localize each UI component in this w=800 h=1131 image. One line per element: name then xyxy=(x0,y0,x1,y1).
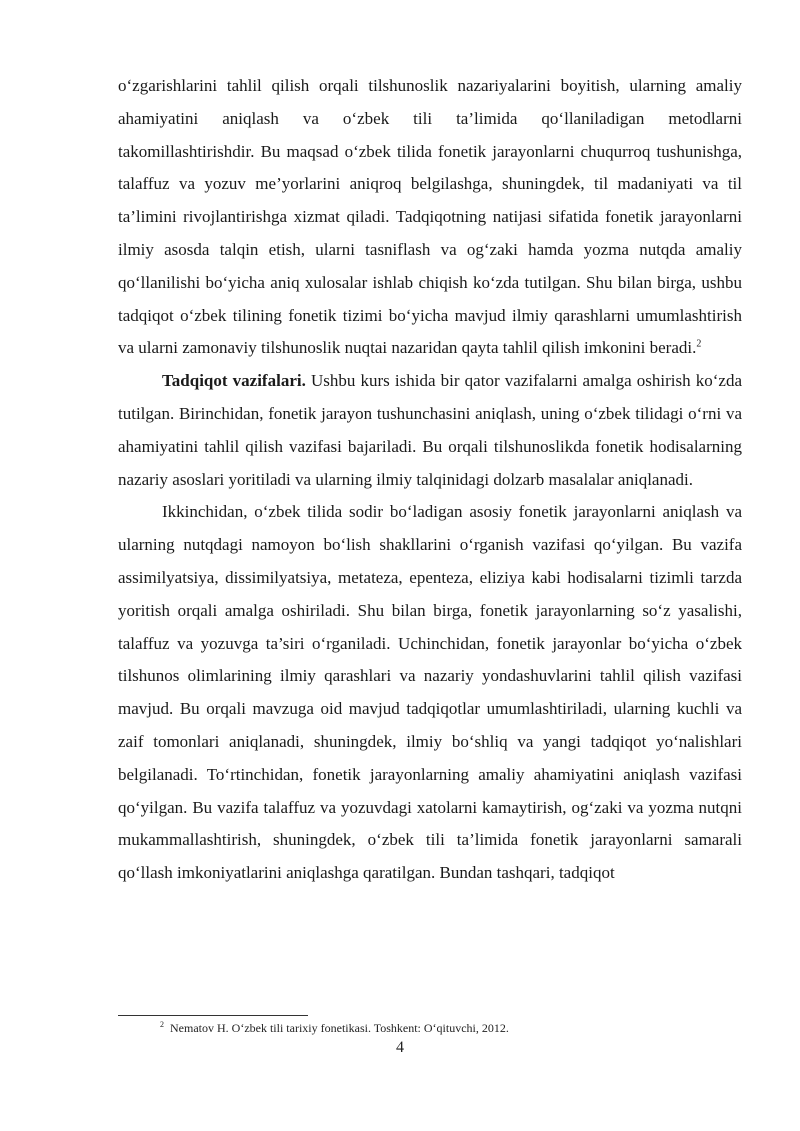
paragraph-2 xyxy=(118,365,742,496)
footnote-text: Nematov H. O‘zbek tili tarixiy fonetikasi. Toshkent: O‘qituvchi, 2012. xyxy=(170,1021,509,1035)
section-heading-tasks: Tadqiqot vazifalari. xyxy=(162,371,306,391)
footnote xyxy=(160,1020,509,1036)
paragraph-1-text: o‘zgarishlarini tahlil qilish orqali tilshunoslik nazariyalarini boyitish, ularning amaliy ahamiyatini aniqlash va o‘zbek tili ta’limida qo‘llaniladigan metodlarni takomillashtirishdir. Bu maqsad o‘zbek tilida fonetik jarayonlarni chuqurroq tushunishga, talaffuz va yozuv me’yorlarini aniqroq belgilashga, shuningdek, til madaniyati va til ta’limini rivojlantirishga xizmat qiladi. Tadqiqotning natijasi sifatida fonetik jarayonlarni ilmiy asosda talqin etish, ularni tasniflash va og‘zaki hamda yozma nutqda amaliy qo‘llanilishi bo‘yicha aniq xulosalar ishlab chiqish ko‘zda tutilgan. Shu bilan birga, ushbu tadqiqot o‘zbek tilining fonetik tizimi bo‘yicha mavjud ilmiy qarashlarni umumlashtirish va ularni zamonaviy tilshunoslik nuqtai nazaridan qayta tahlil qilish imkonini beradi. xyxy=(118,76,742,358)
footnote-separator xyxy=(118,1015,308,1016)
paragraph-3 xyxy=(118,496,742,890)
paragraph-2-text: Ushbu kurs ishida bir qator vazifalarni amalga oshirish ko‘zda tutilgan. Birinchidan, fonetik jarayon tushunchasini aniqlash, uning o‘zbek tilidagi o‘rni va ahamiyatini tahlil qilish vazifasi bajariladi. Bu orqali tilshunoslikda fonetik hodisalarning nazariy asoslari yoritiladi va ularning ilmiy talqinidagi dolzarb masalalar aniqlanadi. xyxy=(118,371,743,489)
paragraph-3-text: Ikkinchidan, o‘zbek tilida sodir bo‘ladigan asosiy fonetik jarayonlarni aniqlash va ularning nutqdagi namoyon bo‘lish shakllarini o‘rganish vazifasi qo‘yilgan. Bu vazifa assimilyatsiya, dissimilyatsiya, metateza, epenteza, eliziya kabi hodisalarni tizimli tarzda yoritish orqali amalga oshiriladi. Shu bilan birga, fonetik jarayonlarning so‘z yasalishi, talaffuz va yozuvga ta’siri o‘rganiladi. Uchinchidan, fonetik jarayonlar bo‘yicha o‘zbek tilshunos olimlarining ilmiy qarashlari va nazariy yondashuvlarini tahlil qilish vazifasi mavjud. Bu orqali mavzuga oid mavjud tadqiqotlar umumlashtiriladi, ularning kuchli va zaif tomonlari aniqlanadi, shuningdek, ilmiy bo‘shliq va yangi tadqiqot yo‘nalishlari belgilanadi. To‘rtinchidan, fonetik jarayonlarning amaliy ahamiyatini aniqlash vazifasi qo‘yilgan. Bu vazifa talaffuz va yozuvdagi xatolarni kamaytirish, og‘zaki va yozma nutqni mukammallashtirish, shuningdek, o‘zbek tili ta’limida fonetik jarayonlarni samarali qo‘llash imkoniyatlarini aniqlashga qaratilgan. Bundan tashqari, tadqiqot xyxy=(118,502,742,883)
footnote-number: 2 xyxy=(160,1020,164,1029)
body-text xyxy=(118,70,742,890)
paragraph-1 xyxy=(118,70,742,365)
page-number: 4 xyxy=(396,1039,404,1056)
footnote-reference[interactable]: 2 xyxy=(696,338,702,350)
